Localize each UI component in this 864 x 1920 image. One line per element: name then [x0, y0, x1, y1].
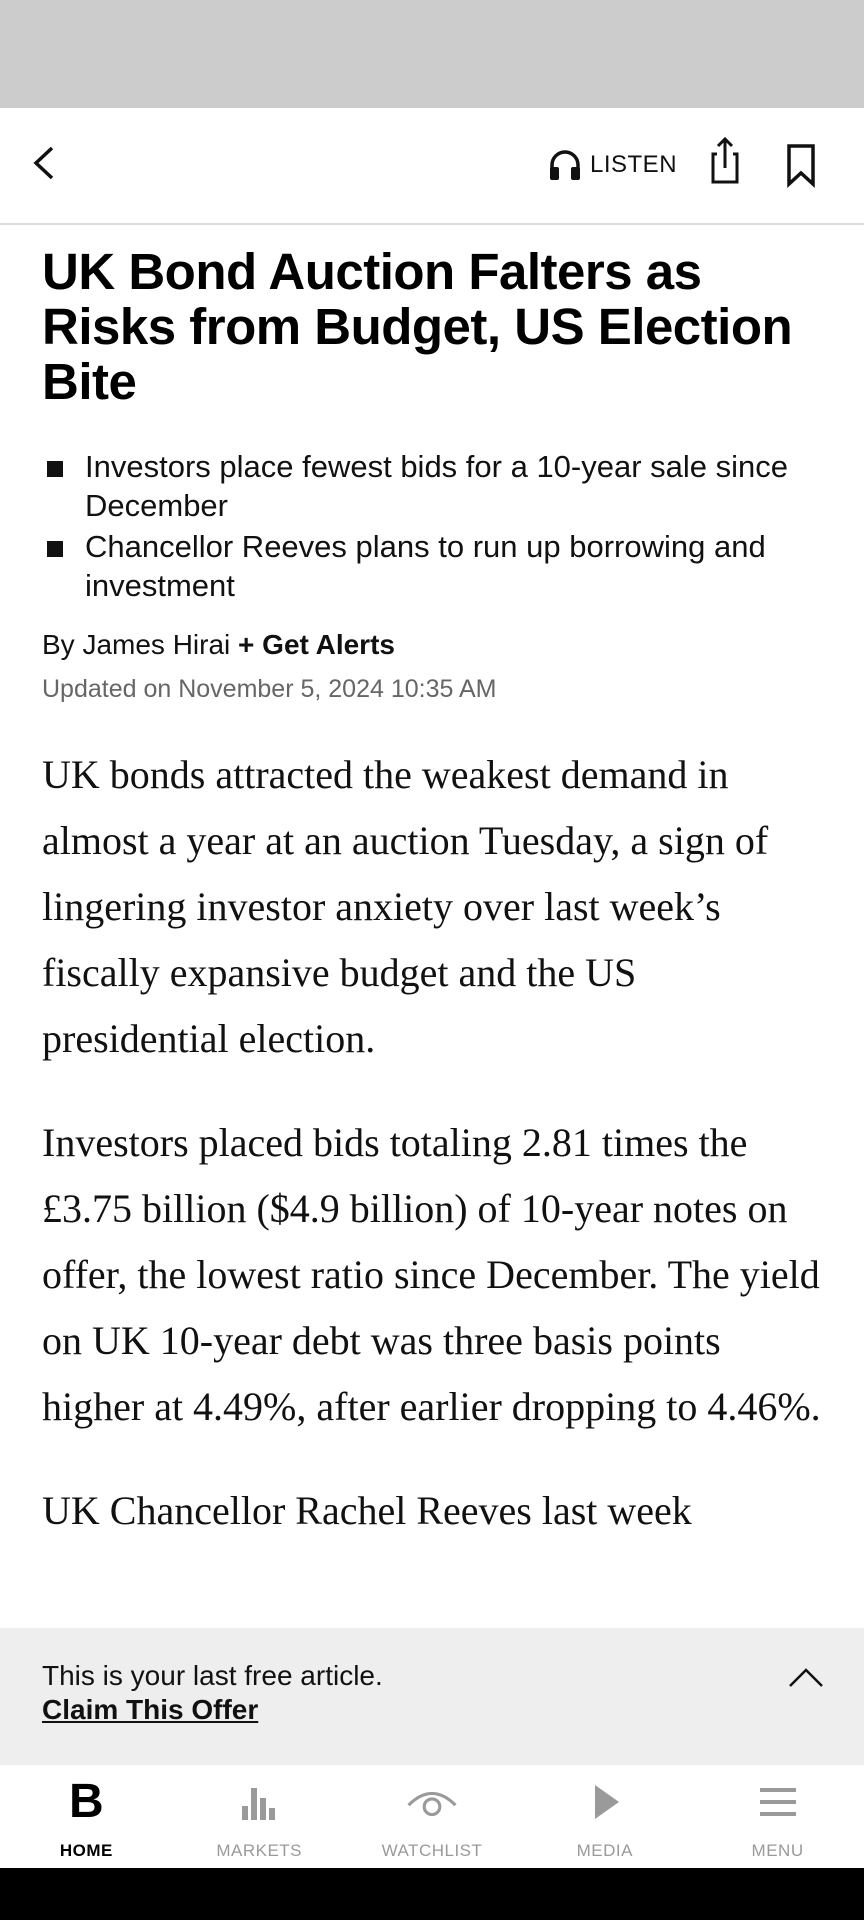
share-icon	[700, 134, 750, 190]
claim-offer-link[interactable]: Claim This Offer	[42, 1694, 259, 1725]
updated-timestamp: Updated on November 5, 2024 10:35 AM	[42, 675, 497, 703]
paywall-banner	[0, 1628, 864, 1765]
status-bar	[0, 0, 864, 108]
nav-label: MEDIA	[576, 1841, 633, 1860]
summary-bullet-text: Investors place fewest bids for a 10-year sale since December	[85, 449, 789, 523]
nav-home[interactable]	[0, 1765, 173, 1868]
eye-icon	[407, 1779, 457, 1825]
bookmark-button[interactable]	[780, 140, 822, 190]
article-body	[42, 244, 832, 1544]
play-icon	[580, 1779, 630, 1825]
article-summary-bullets	[42, 447, 832, 605]
bookmark-icon	[780, 140, 822, 190]
bullet-square-icon	[47, 541, 63, 557]
nav-label: WATCHLIST	[381, 1841, 483, 1860]
headphones-icon	[548, 148, 582, 182]
expand-paywall-button[interactable]	[782, 1654, 830, 1702]
nav-watchlist[interactable]	[346, 1765, 519, 1868]
article-headline: UK Bond Auction Falters as Risks from Budget, US Election Bite	[42, 243, 793, 410]
summary-bullet-text: Chancellor Reeves plans to run up borrowing and investment	[85, 529, 766, 603]
system-navigation-bar	[0, 1868, 864, 1920]
article-paragraph: UK Chancellor Rachel Reeves last week	[42, 1488, 692, 1533]
paywall-message: This is your last free article.	[42, 1660, 383, 1691]
nav-markets[interactable]	[173, 1765, 346, 1868]
hamburger-menu-icon	[753, 1779, 803, 1825]
listen-label: LISTEN	[590, 151, 678, 178]
nav-label: MENU	[751, 1841, 804, 1860]
article-paragraph: Investors placed bids totaling 2.81 times the £3.75 billion ($4.9 billion) of 10-year notes on offer, the lowest ratio since December. The yield on UK 10-year debt was three basis points higher at 4.49%, after earlier dropping to 4.46%.	[42, 1120, 821, 1429]
article-paragraph: UK bonds attracted the weakest demand in almost a year at an auction Tuesday, a sign of lingering investor anxiety over last week’s fiscally expansive budget and the US presidential election.	[42, 752, 769, 1061]
bullet-square-icon	[47, 461, 63, 477]
nav-label: MARKETS	[216, 1841, 303, 1860]
get-alerts-link[interactable]: + Get Alerts	[238, 629, 395, 660]
chevron-up-icon	[782, 1654, 830, 1702]
summary-bullet	[42, 527, 832, 605]
author-name[interactable]: By James Hirai	[42, 629, 231, 660]
listen-button[interactable]	[548, 140, 677, 190]
share-button[interactable]	[700, 134, 750, 190]
nav-media[interactable]	[518, 1765, 691, 1868]
bottom-navigation	[0, 1765, 864, 1868]
nav-label: HOME	[59, 1841, 113, 1860]
article-toolbar	[0, 108, 864, 225]
bloomberg-b-icon: B	[69, 1775, 104, 1828]
back-button[interactable]	[22, 138, 72, 188]
summary-bullet	[42, 447, 832, 525]
bar-chart-icon	[234, 1779, 284, 1825]
nav-menu[interactable]	[691, 1765, 864, 1868]
byline	[42, 629, 832, 661]
chevron-left-icon	[22, 138, 72, 188]
